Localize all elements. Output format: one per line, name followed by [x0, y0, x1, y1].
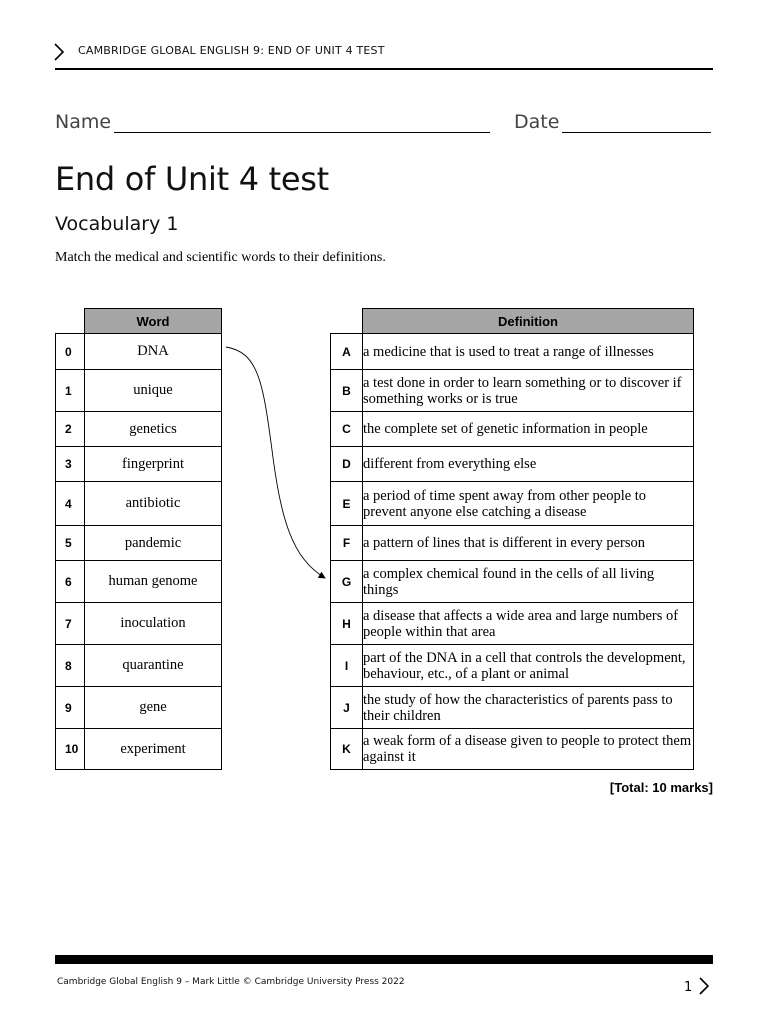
word-cell[interactable]: unique: [85, 370, 222, 412]
definition-letter: F: [331, 526, 363, 561]
word-cell: DNA: [85, 334, 222, 370]
word-cell[interactable]: human genome: [85, 561, 222, 603]
word-cell[interactable]: quarantine: [85, 645, 222, 687]
definition-letter: A: [331, 334, 363, 370]
definition-cell[interactable]: a medicine that is used to treat a range of illnesses: [363, 334, 694, 370]
word-number: 4: [56, 482, 85, 526]
word-number: 7: [56, 603, 85, 645]
definition-cell[interactable]: the study of how the characteristics of parents pass to their children: [363, 687, 694, 729]
footer-credit: Cambridge Global English 9 – Mark Little © Cambridge University Press 2022: [57, 977, 405, 987]
total-marks: [Total: 10 marks]: [609, 780, 713, 795]
definitions-header: Definition: [363, 309, 694, 334]
word-cell[interactable]: antibiotic: [85, 482, 222, 526]
definition-cell[interactable]: a pattern of lines that is different in every person: [363, 526, 694, 561]
word-number: 6: [56, 561, 85, 603]
word-number: 5: [56, 526, 85, 561]
word-number: 2: [56, 412, 85, 447]
word-cell[interactable]: pandemic: [85, 526, 222, 561]
definition-letter: E: [331, 482, 363, 526]
definition-letter: G: [331, 561, 363, 603]
definition-cell[interactable]: the complete set of genetic information in people: [363, 412, 694, 447]
word-cell[interactable]: genetics: [85, 412, 222, 447]
definition-letter: J: [331, 687, 363, 729]
definition-letter: K: [331, 729, 363, 770]
word-number: 9: [56, 687, 85, 729]
word-number: 0: [56, 334, 85, 370]
definition-cell[interactable]: a period of time spent away from other people to prevent anyone else catching a disease: [363, 482, 694, 526]
word-cell[interactable]: inoculation: [85, 603, 222, 645]
definition-cell[interactable]: a weak form of a disease given to people to protect them against it: [363, 729, 694, 770]
next-page-icon[interactable]: [698, 976, 710, 996]
instructions: Match the medical and scientific words to their definitions.: [55, 250, 386, 265]
word-number: 10: [56, 729, 85, 770]
name-label: Name: [55, 111, 112, 133]
date-label: Date: [514, 111, 560, 133]
definition-cell: a complex chemical found in the cells of all living things: [363, 561, 694, 603]
definition-letter: C: [331, 412, 363, 447]
definition-cell[interactable]: different from everything else: [363, 447, 694, 482]
word-cell[interactable]: experiment: [85, 729, 222, 770]
footer-rule: [55, 955, 713, 964]
header-title: CAMBRIDGE GLOBAL ENGLISH 9: END OF UNIT 4 TEST: [78, 44, 385, 57]
definition-cell[interactable]: a disease that affects a wide area and large numbers of people within that area: [363, 603, 694, 645]
page-number: 1: [684, 980, 693, 995]
definition-cell[interactable]: a test done in order to learn something or to discover if something works or is true: [363, 370, 694, 412]
word-number: 8: [56, 645, 85, 687]
word-cell[interactable]: gene: [85, 687, 222, 729]
definition-letter: B: [331, 370, 363, 412]
section-title: Vocabulary 1: [55, 213, 179, 235]
definition-letter: I: [331, 645, 363, 687]
page-title: End of Unit 4 test: [55, 160, 329, 198]
definition-cell[interactable]: part of the DNA in a cell that controls the development, behaviour, etc., of a plant or animal: [363, 645, 694, 687]
definition-letter: D: [331, 447, 363, 482]
words-header: Word: [85, 309, 222, 334]
word-number: 1: [56, 370, 85, 412]
word-cell[interactable]: fingerprint: [85, 447, 222, 482]
word-number: 3: [56, 447, 85, 482]
definition-letter: H: [331, 603, 363, 645]
